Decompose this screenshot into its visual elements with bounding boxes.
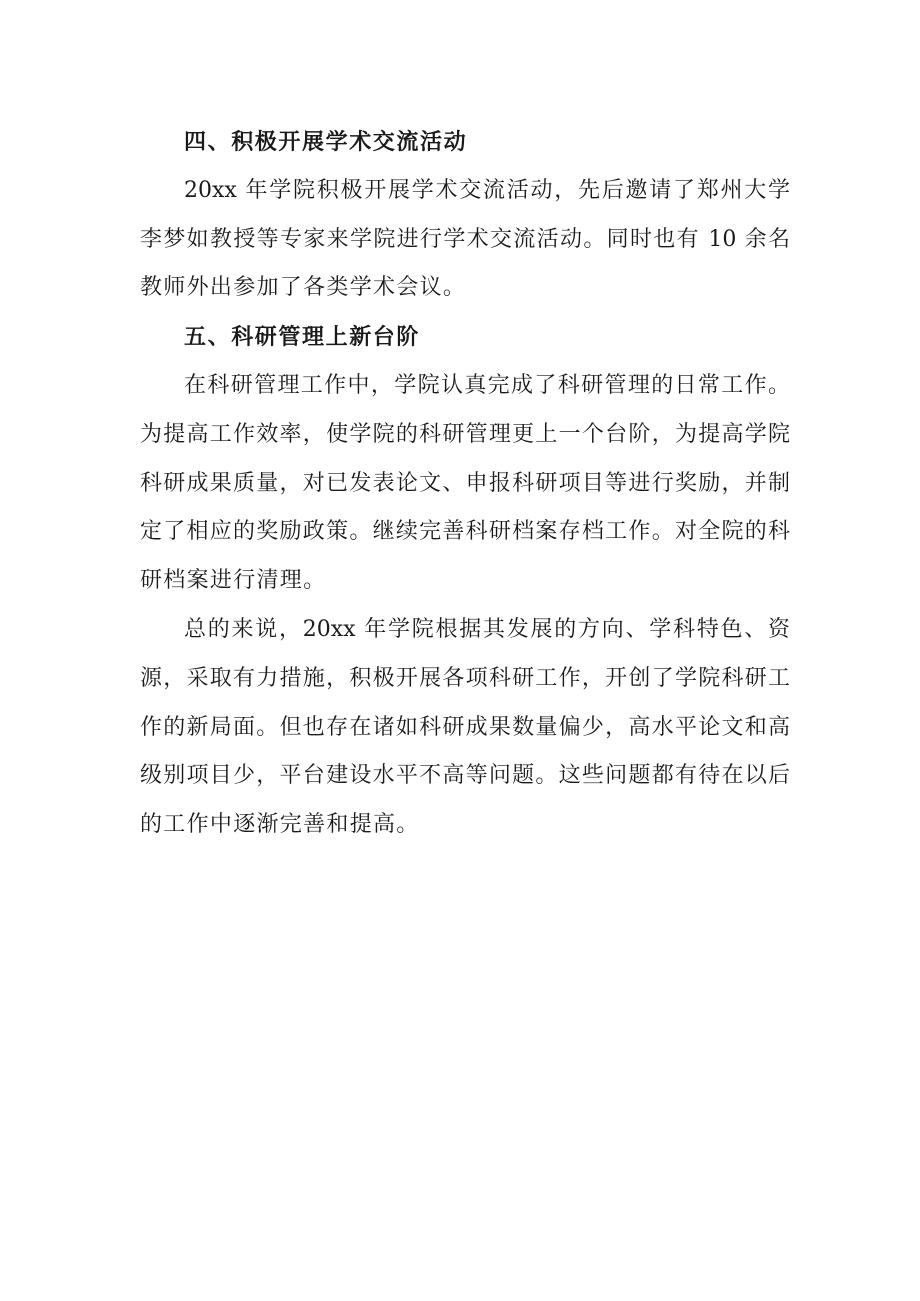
paragraph-line: 科研成果质量，对已发表论文、申报科研项目等进行奖励，并制 [140, 470, 790, 496]
section-heading-research-management: 五、科研管理上新台阶 [184, 324, 421, 351]
paragraph-line: 研档案进行清理。 [140, 568, 327, 594]
paragraph-line: 在科研管理工作中，学院认真完成了科研管理的日常工作。 [184, 372, 790, 398]
paragraph-line: 定了相应的奖励政策。继续完善科研档案存档工作。对全院的科 [140, 519, 790, 545]
paragraph-academic-exchange [140, 167, 790, 313]
paragraph-line: 源，采取有力措施，积极开展各项科研工作，开创了学院科研工 [140, 665, 790, 691]
paragraph-line: 级别项目少，平台建设水平不高等问题。这些问题都有待在以后 [140, 763, 790, 789]
paragraph-research-management [140, 362, 790, 606]
paragraph-line: 20xx 年学院积极开展学术交流活动，先后邀请了郑州大学 [184, 177, 790, 203]
paragraph-line: 的工作中逐渐完善和提高。 [140, 812, 420, 838]
paragraph-summary [140, 606, 790, 850]
paragraph-line: 为提高工作效率，使学院的科研管理更上一个台阶，为提高学院 [140, 421, 790, 447]
document-body [140, 118, 790, 850]
paragraph-line: 总的来说，20xx 年学院根据其发展的方向、学科特色、资 [184, 616, 790, 642]
section-heading-academic-exchange: 四、积极开展学术交流活动 [184, 129, 468, 155]
paragraph-line: 教师外出参加了各类学术会议。 [140, 275, 467, 301]
paragraph-line: 作的新局面。但也存在诸如科研成果数量偏少，高水平论文和高 [140, 714, 790, 740]
paragraph-line: 李梦如教授等专家来学院进行学术交流活动。同时也有 10 余名 [140, 226, 790, 252]
